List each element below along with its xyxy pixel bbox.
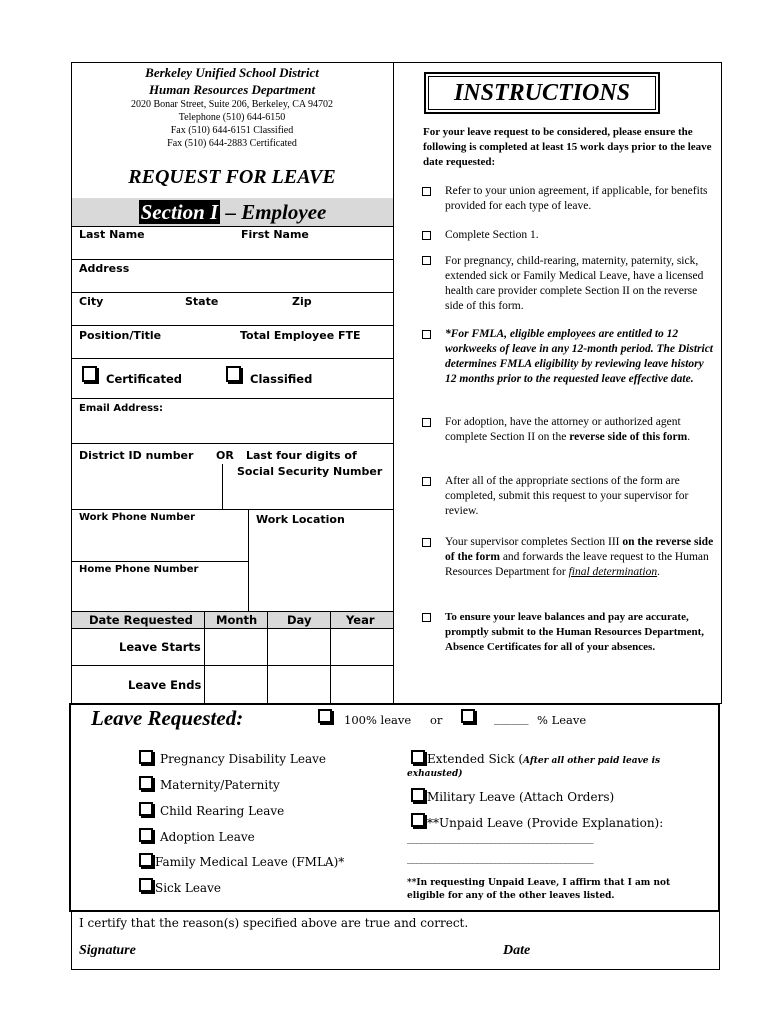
divider	[71, 358, 393, 359]
instruction-bullet	[422, 187, 431, 196]
partial-leave-label: % Leave	[537, 713, 587, 727]
signature-label: Signature	[79, 943, 136, 958]
column-divider	[393, 62, 394, 704]
adoption-checkbox[interactable]	[139, 828, 153, 842]
extended-sick-note: After all other paid leave is	[523, 756, 661, 766]
date-requested-label: Date Requested	[89, 613, 193, 627]
work-phone-label: Work Phone Number	[79, 512, 196, 523]
fmla-checkbox[interactable]	[139, 853, 153, 867]
home-phone-label: Home Phone Number	[79, 564, 199, 575]
divider	[71, 292, 393, 293]
pregnancy-label: Pregnancy Disability Leave	[160, 752, 327, 766]
ssn-label-line2: Social Security Number	[237, 465, 383, 478]
zip-label: Zip	[292, 295, 312, 308]
first-name-label: First Name	[241, 228, 309, 241]
instructions-intro: For your leave request to be considered, please ensure the following is completed at least 15 work days prior to the leave date requested:	[423, 126, 712, 168]
fte-label: Total Employee FTE	[240, 329, 361, 342]
instruction-7-text2: and forwards the leave request to the Human Resources Department for	[445, 551, 709, 578]
certificated-checkbox[interactable]	[82, 366, 97, 382]
adoption-label: Adoption Leave	[160, 830, 255, 844]
divider	[71, 561, 248, 562]
state-label: State	[185, 295, 219, 308]
section-name: – Employee	[220, 200, 327, 224]
full-leave-checkbox[interactable]	[318, 709, 332, 723]
instruction-5	[445, 415, 717, 445]
day-label: Day	[287, 613, 312, 627]
extended-sick-label	[427, 752, 660, 766]
partial-leave-checkbox[interactable]	[461, 709, 475, 723]
divider	[71, 226, 393, 227]
instruction-bullet	[422, 418, 431, 427]
month-label: Month	[216, 613, 258, 627]
instruction-bullet	[422, 477, 431, 486]
instruction-1: Refer to your union agreement, if applicable, for benefits provided for each type of leave.	[445, 185, 708, 212]
fax-classified: Fax (510) 644-6151 Classified	[170, 125, 294, 136]
divider	[330, 611, 331, 704]
certify-text: I certify that the reason(s) specified above are true and correct.	[79, 916, 469, 930]
maternity-checkbox[interactable]	[139, 776, 153, 790]
full-leave-label: 100% leave	[344, 713, 412, 727]
military-checkbox[interactable]	[411, 788, 425, 802]
divider	[71, 628, 393, 629]
sick-checkbox[interactable]	[139, 878, 153, 892]
instruction-6: After all of the appropriate sections of the form are completed, submit this request to your supervisor for review.	[445, 475, 689, 517]
section-number: Section I	[140, 200, 219, 224]
divider	[204, 611, 205, 704]
unpaid-checkbox[interactable]	[411, 813, 425, 827]
divider	[71, 665, 393, 666]
certificated-label: Certificated	[106, 372, 182, 386]
pregnancy-checkbox[interactable]	[139, 750, 153, 764]
instruction-7-text: Your supervisor completes Section III	[445, 536, 623, 548]
final-determination: final determination	[568, 566, 658, 578]
instruction-5-end: .	[687, 431, 691, 443]
sick-label: Sick Leave	[155, 881, 221, 895]
divider	[71, 509, 393, 510]
maternity-label: Maternity/Paternity	[160, 778, 280, 792]
or-text: or	[430, 713, 443, 727]
unpaid-label: **Unpaid Leave (Provide Explanation):	[427, 816, 664, 830]
child-rearing-checkbox[interactable]	[139, 802, 153, 816]
unpaid-note: **In requesting Unpaid Leave, I affirm that I am not eligible for any of the other leaves listed.	[407, 878, 671, 901]
divider	[71, 325, 393, 326]
date-label: Date	[503, 943, 531, 958]
instruction-5-emphasis: reverse side of this form	[569, 431, 688, 443]
partial-leave-blank[interactable]: ______	[494, 711, 529, 725]
position-label: Position/Title	[79, 329, 162, 342]
last-name-label: Last Name	[79, 228, 145, 241]
instruction-8: To ensure your leave balances and pay are accurate, promptly submit to the Human Resources Department, Absence Certificates for all of your absences.	[445, 611, 704, 653]
instruction-7-end: .	[657, 566, 660, 578]
extended-sick-checkbox[interactable]	[411, 750, 425, 764]
military-label: Military Leave (Attach Orders)	[427, 790, 615, 804]
instruction-bullet	[422, 330, 431, 339]
classified-checkbox[interactable]	[226, 366, 241, 382]
instruction-4: *For FMLA, eligible employees are entitled to 12 workweeks of leave in any 12-month period. The District determines FMLA eligibility by reviewing leave history 12 months prior to the requested leave effective date.	[445, 328, 714, 385]
email-label: Email Address:	[79, 403, 164, 414]
extended-sick-text: Extended Sick (	[427, 752, 524, 766]
instruction-bullet	[422, 231, 431, 240]
instruction-bullet	[422, 538, 431, 547]
work-location-label: Work Location	[256, 513, 345, 526]
district-address: 2020 Bonar Street, Suite 206, Berkeley, CA 94702	[130, 99, 334, 110]
section-title	[72, 199, 393, 225]
leave-requested-title: Leave Requested:	[91, 706, 244, 730]
leave-ends-label: Leave Ends	[128, 678, 202, 692]
unpaid-explanation-line-2[interactable]: ________________________________________	[407, 852, 594, 864]
leave-starts-label: Leave Starts	[119, 640, 201, 654]
ssn-label-line1: Last four digits of	[246, 449, 357, 462]
divider	[248, 509, 249, 611]
city-label: City	[79, 295, 104, 308]
divider	[71, 443, 393, 444]
child-rearing-label: Child Rearing Leave	[160, 804, 285, 818]
unpaid-explanation-line-1[interactable]: ________________________________________	[407, 832, 594, 844]
instruction-bullet	[422, 613, 431, 622]
instruction-7-emphasis: on the reverse side of the form	[445, 536, 714, 563]
instructions-title: INSTRUCTIONS	[453, 80, 631, 106]
extended-sick-note-2: exhausted)	[407, 769, 463, 779]
fmla-label: Family Medical Leave (FMLA)*	[155, 855, 345, 869]
department-name: Human Resources Department	[148, 82, 316, 97]
divider	[267, 611, 268, 704]
form-title: REQUEST FOR LEAVE	[128, 166, 336, 188]
or-label: OR	[216, 449, 234, 462]
district-telephone: Telephone (510) 644-6150	[178, 112, 286, 123]
district-name: Berkeley Unified School District	[145, 65, 319, 80]
year-label: Year	[346, 613, 375, 627]
instruction-5-text: For adoption, have the attorney or authorized agent complete Section II on the	[445, 416, 681, 443]
instruction-3: For pregnancy, child-rearing, maternity, paternity, sick, extended sick or Family Medical Leave, have a licensed health care provider complete Section II on the reverse side of this form.	[445, 255, 704, 312]
divider	[71, 259, 393, 260]
instruction-2: Complete Section 1.	[445, 229, 539, 241]
classified-label: Classified	[250, 372, 313, 386]
address-label: Address	[79, 262, 130, 275]
instruction-7	[445, 535, 717, 580]
divider	[222, 464, 223, 509]
divider	[71, 398, 393, 399]
district-id-label: District ID number	[79, 449, 194, 462]
fax-certificated: Fax (510) 644-2883 Certificated	[167, 138, 297, 149]
instruction-bullet	[422, 256, 431, 265]
